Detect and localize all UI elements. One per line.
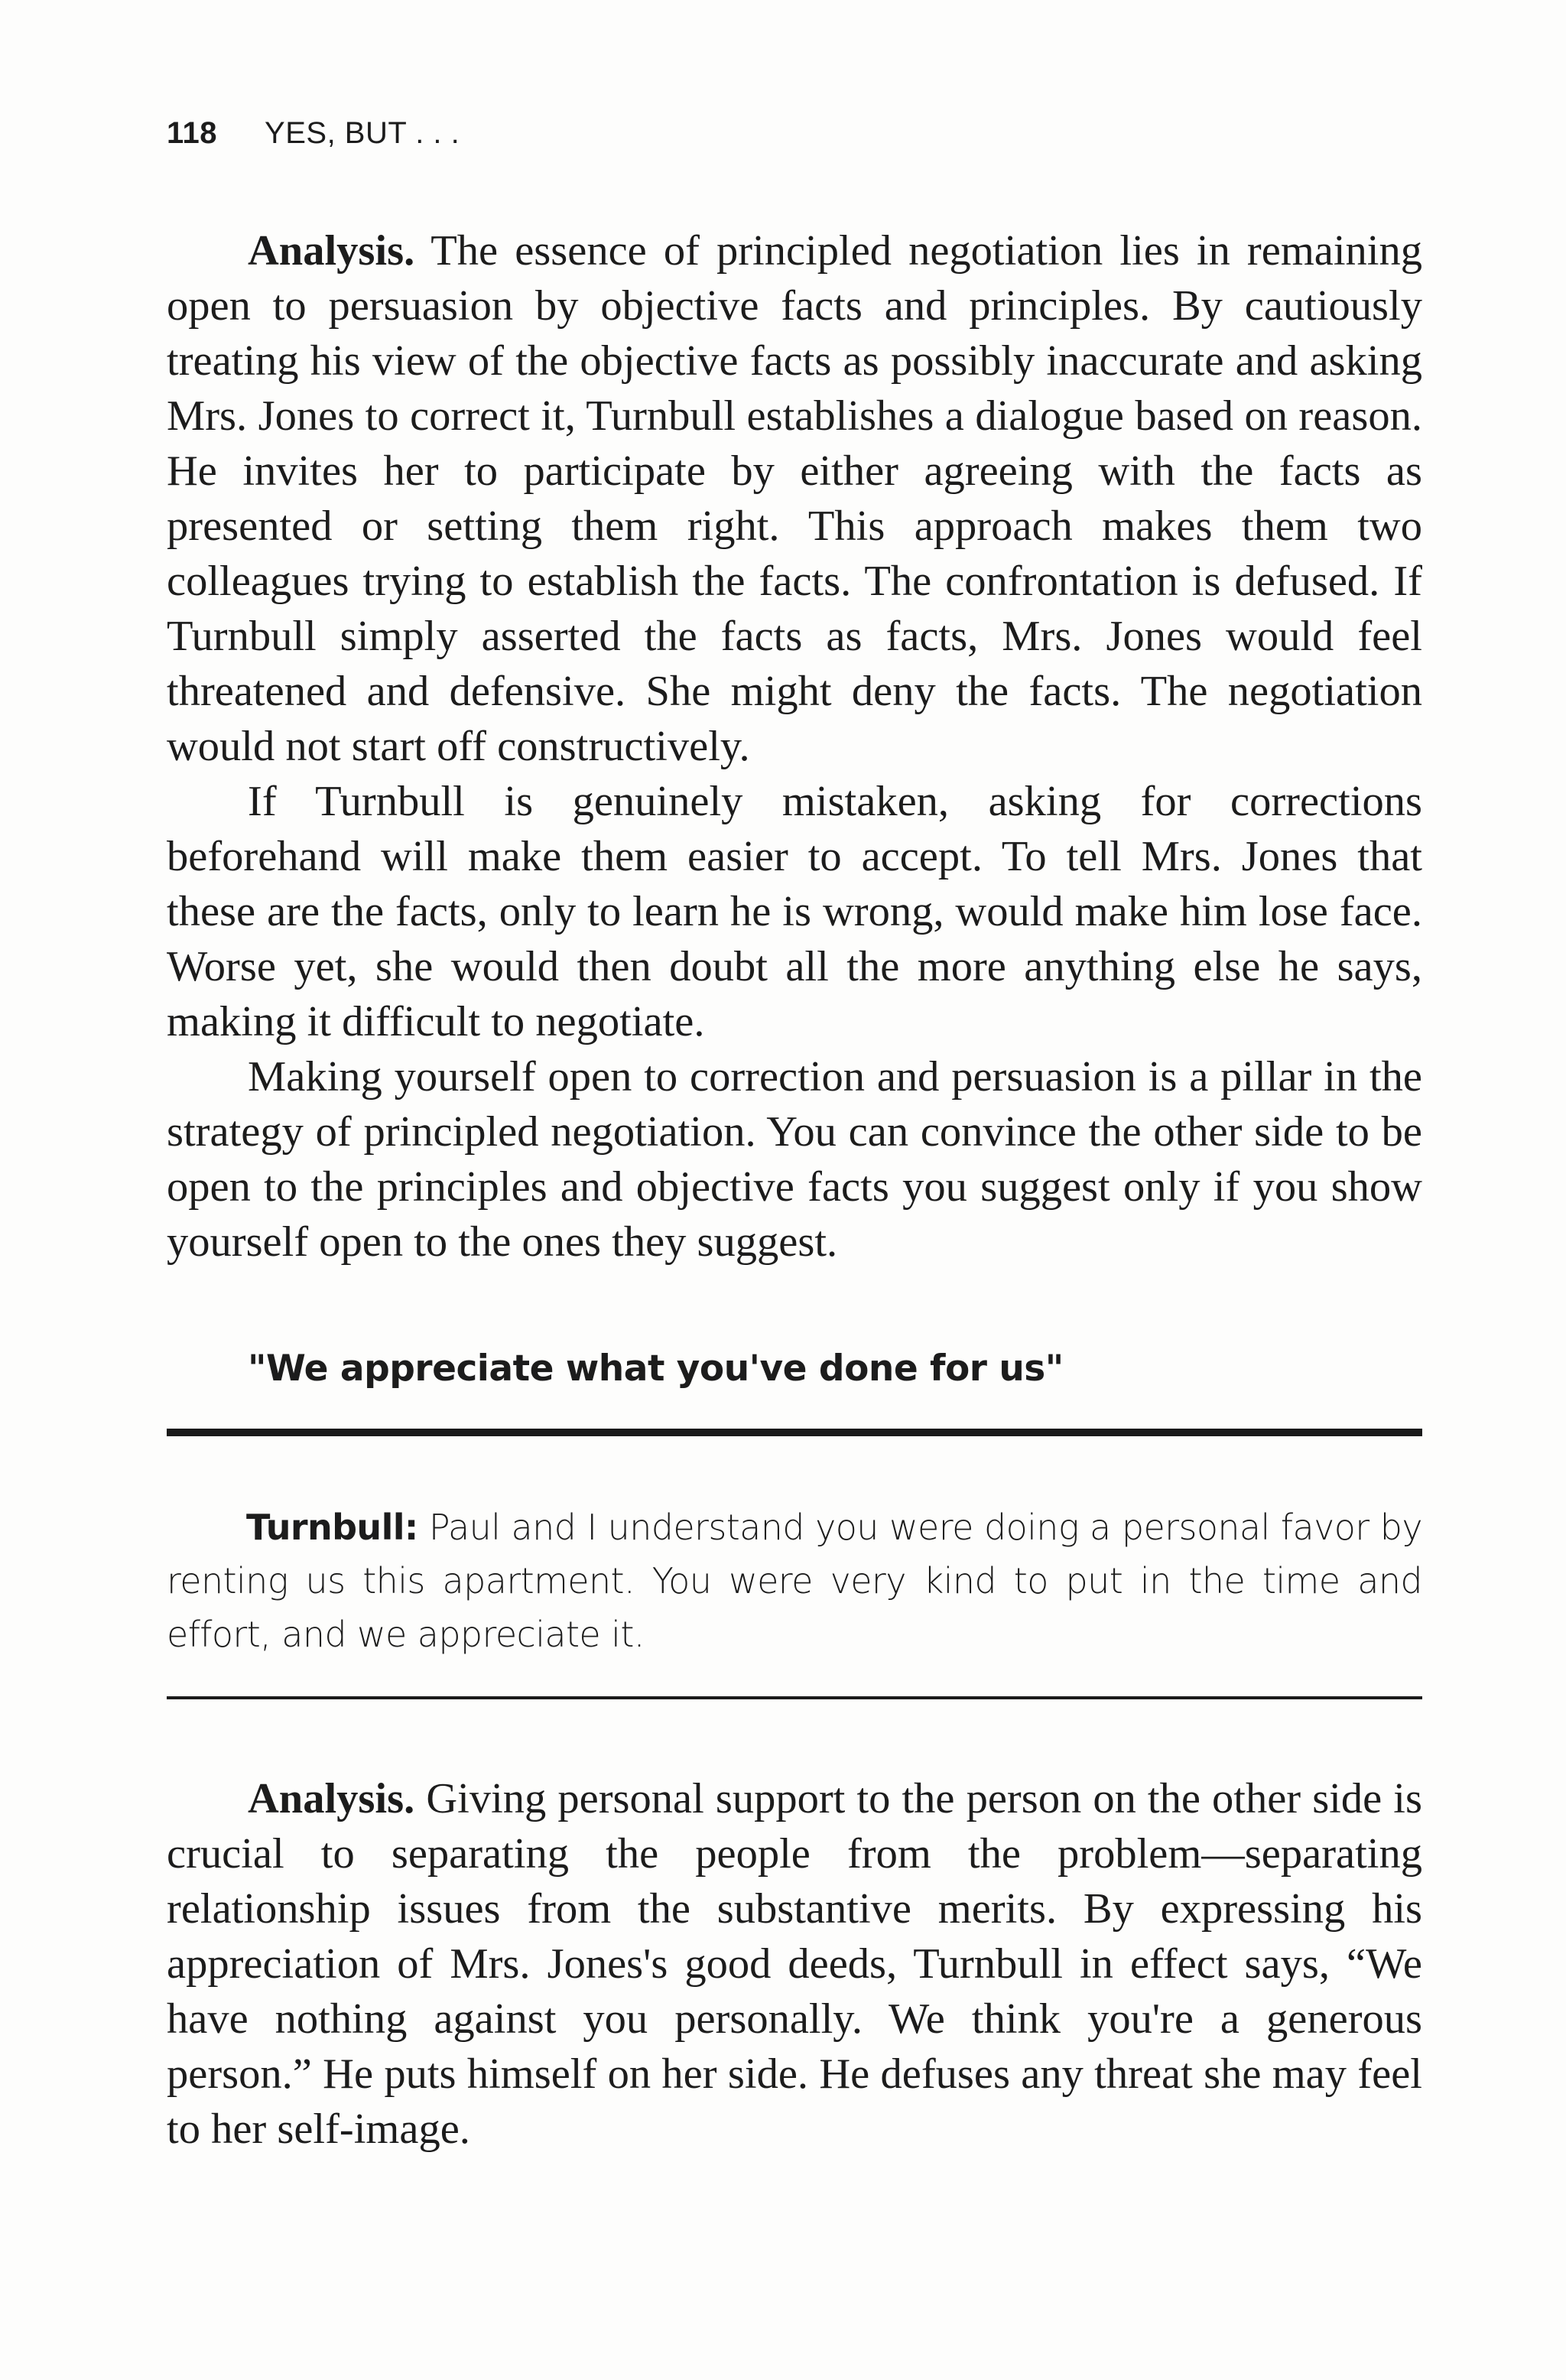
dialogue-line	[167, 1501, 1422, 1661]
running-head	[167, 116, 460, 151]
paragraph-text: Giving personal support to the person on the other side is crucial to separating the people from the problem—separating relationship issues from the substantive merits. By expressing his appreciation of Mrs. Jones's good deeds, Turnbull in effect says, “We have nothing against you personally. We think you're a generous person.” He puts himself on her side. He defuses any threat she may feel to her self-image.	[167, 1775, 1422, 2153]
divider-thin	[167, 1696, 1422, 1699]
paragraph	[167, 1771, 1422, 2157]
running-title: YES, BUT . . .	[265, 116, 460, 150]
page-number: 118	[167, 116, 218, 150]
speaker-name: Turnbull:	[246, 1507, 418, 1548]
analysis-label: Analysis.	[248, 1775, 415, 1822]
analysis-label: Analysis.	[248, 227, 415, 275]
divider-thick	[167, 1429, 1422, 1436]
section-heading: "We appreciate what you've done for us"	[248, 1348, 1064, 1390]
analysis-block-one	[167, 223, 1422, 1270]
dialogue-box	[167, 1501, 1422, 1661]
paragraph-text: The essence of principled negotiation lies in remaining open to persuasion by objective facts and principles. By cautiously treating his view of the objective facts as possibly inaccurate and asking Mrs. Jones to correct it, Turnbull establishes a dialogue based on reason. He invites her to participate by either agreeing with the facts as presented or setting them right. This approach makes them two colleagues trying to establish the facts. The confrontation is defused. If Turnbull simply asserted the facts as facts, Mrs. Jones would feel threatened and defensive. She might deny the facts. The negotiation would not start off constructively.	[167, 227, 1422, 770]
paragraph	[167, 223, 1422, 774]
analysis-block-two	[167, 1771, 1422, 2157]
paragraph: Making yourself open to correction and persuasion is a pillar in the strategy of principled negotiation. You can convince the other side to be open to the principles and objective facts you suggest only if you show yourself open to the ones they suggest.	[167, 1053, 1422, 1266]
dialogue-text: Paul and I understand you were doing a personal favor by renting us this apartment. You were very kind to put in the time and effort, and we appreciate it.	[167, 1507, 1422, 1655]
paragraph: If Turnbull is genuinely mistaken, asking for corrections beforehand will make them easier to accept. To tell Mrs. Jones that these are the facts, only to learn he is wrong, would make him lose face. Worse yet, she would then doubt all the more anything else he says, making it difficult to negotiate.	[167, 778, 1422, 1045]
